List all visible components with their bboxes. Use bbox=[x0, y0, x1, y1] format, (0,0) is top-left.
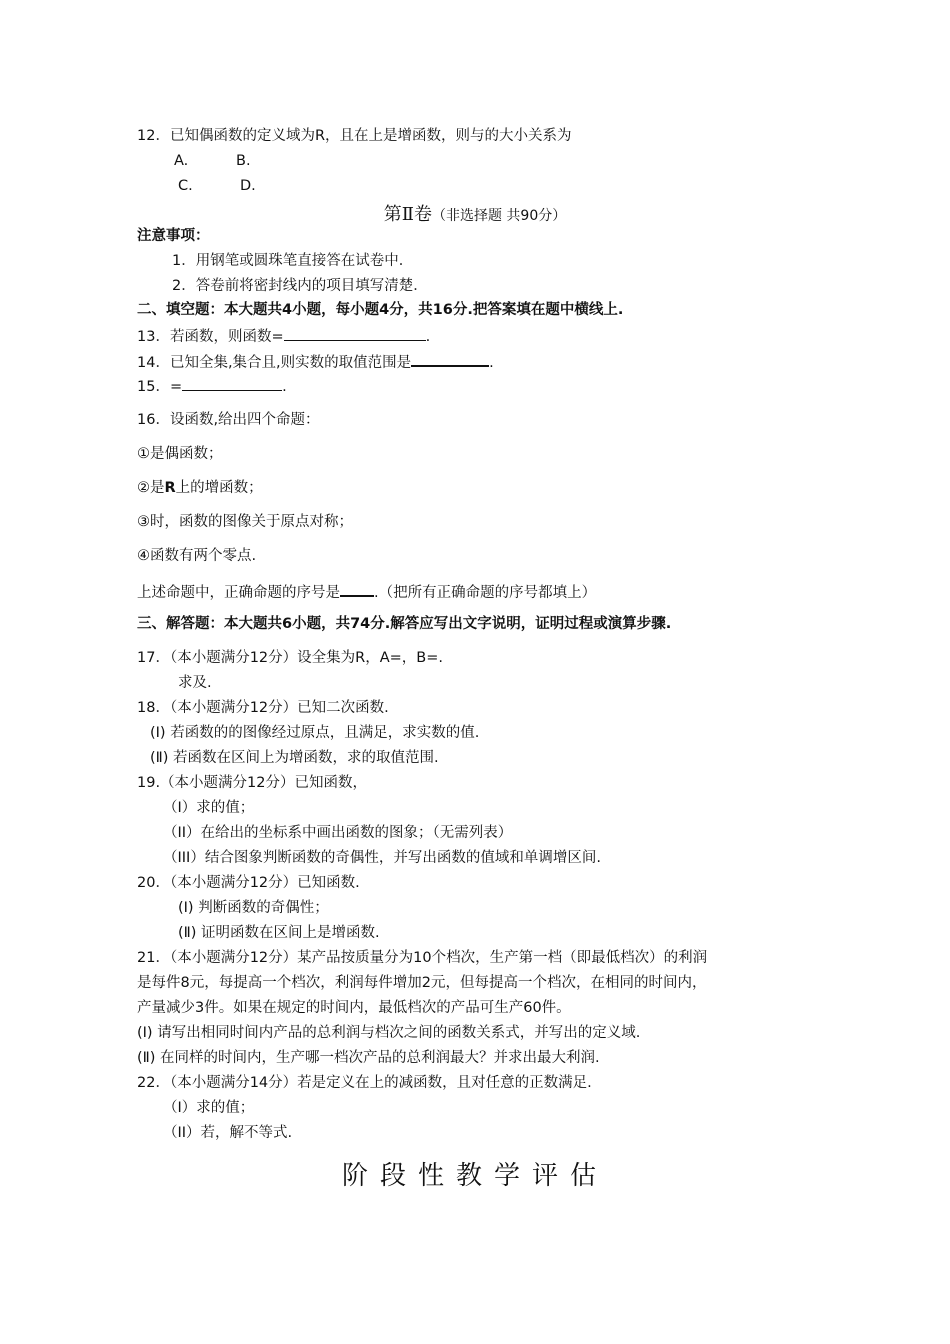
q14-end: . bbox=[489, 355, 494, 371]
q16-answer-text: 上述命题中，正确命题的序号是 bbox=[137, 585, 340, 601]
q15-answer-blank[interactable] bbox=[182, 375, 282, 391]
q16-prop-4: ④函数有两个零点. bbox=[137, 548, 257, 564]
q16-text: 16．设函数,给出四个命题： bbox=[137, 412, 320, 428]
q12-stem: 12．已知偶函数的定义域为R，且在上是增函数，则与的大小关系为 bbox=[137, 128, 572, 144]
notes-heading: 注意事项： bbox=[137, 228, 210, 244]
notes-item-2: 2．答卷前将密封线内的项目填写清楚． bbox=[172, 278, 428, 294]
q16-prop-2 bbox=[137, 478, 263, 498]
q16-prop-2-a: ②是 bbox=[137, 480, 165, 496]
notes-item-1: 1．用钢笔或圆珠笔直接答在试卷中． bbox=[172, 253, 414, 269]
q19-line-1: 19.（本小题满分12分）已知函数， bbox=[137, 775, 368, 791]
q20-line-2: (Ⅰ) 判断函数的奇偶性； bbox=[178, 900, 329, 916]
q13-text: 13．若函数，则函数= bbox=[137, 329, 284, 345]
q16-answer-line bbox=[137, 580, 596, 603]
q17-line-2: 求及. bbox=[178, 675, 212, 691]
q14 bbox=[137, 350, 494, 373]
section2-title-sub: （非选择题 共90分） bbox=[431, 208, 567, 224]
q21-line-4: (Ⅰ) 请写出相同时间内产品的总利润与档次之间的函数关系式，并写出的定义域. bbox=[137, 1025, 641, 1041]
q18-line-1: 18．（本小题满分12分）已知二次函数. bbox=[137, 700, 389, 716]
q12-option-b: B. bbox=[236, 153, 251, 169]
q21-line-2: 是每件8元，每提高一个档次，利润每件增加2元，但每提高一个档次，在相同的时间内， bbox=[137, 975, 707, 991]
q18-line-2: (Ⅰ) 若函数的的图像经过原点，且满足，求实数的值. bbox=[150, 725, 480, 741]
q19-line-2: （I）求的值； bbox=[163, 800, 255, 816]
q22-line-1: 22．（本小题满分14分）若是定义在上的减函数，且对任意的正数满足. bbox=[137, 1075, 592, 1091]
q14-answer-blank[interactable] bbox=[411, 350, 489, 367]
q12-option-d: D. bbox=[240, 178, 256, 194]
q22-line-2: （I）求的值； bbox=[163, 1100, 255, 1116]
q16-answer-blank[interactable] bbox=[340, 580, 374, 597]
q16-answer-end: .（把所有正确命题的序号都填上） bbox=[374, 585, 597, 601]
q21-line-1: 21．（本小题满分12分）某产品按质量分为10个档次，生产第一档（即最低档次）的利润 bbox=[137, 950, 708, 966]
q15 bbox=[137, 375, 287, 397]
q13-answer-blank[interactable] bbox=[284, 325, 426, 341]
solve-section-heading: 三、解答题：本大题共6小题，共74分.解答应写出文字说明，证明过程或演算步骤. bbox=[137, 616, 672, 632]
q20-line-3: (Ⅱ) 证明函数在区间上是增函数. bbox=[178, 925, 380, 941]
q22-line-3: （II）若，解不等式. bbox=[163, 1125, 293, 1141]
q13 bbox=[137, 325, 430, 347]
q19-line-3: （II）在给出的坐标系中画出函数的图象；（无需列表） bbox=[163, 825, 513, 841]
q15-end: . bbox=[282, 379, 287, 395]
q13-end: . bbox=[425, 329, 431, 345]
q12-option-a: A. bbox=[174, 153, 189, 169]
q15-text: 15．= bbox=[137, 379, 183, 395]
q16-prop-2-b: R bbox=[164, 480, 176, 496]
footer-title: 阶段性教学评估 bbox=[341, 1161, 608, 1191]
q21-line-5: (Ⅱ) 在同样的时间内，生产哪一档次产品的总利润最大？并求出最大利润. bbox=[137, 1050, 600, 1066]
q12-option-c: C. bbox=[178, 178, 193, 194]
q19-line-4: （III）结合图象判断函数的奇偶性，并写出函数的值域和单调增区间. bbox=[163, 850, 601, 866]
q17-line-1: 17．（本小题满分12分）设全集为R，A=，B=. bbox=[137, 650, 443, 666]
section2-title-main: 第Ⅱ卷 bbox=[383, 204, 432, 225]
section2-title bbox=[0, 200, 950, 226]
q21-line-3: 产量减少3件。如果在规定的时间内，最低档次的产品可生产60件。 bbox=[137, 1000, 571, 1016]
q20-line-1: 20．（本小题满分12分）已知函数. bbox=[137, 875, 360, 891]
q14-text: 14．已知全集,集合且,则实数的取值范围是 bbox=[137, 355, 412, 371]
q16-prop-2-c: 上的增函数； bbox=[175, 480, 263, 496]
q16-prop-3: ③时，函数的图像关于原点对称； bbox=[137, 514, 353, 530]
q16-prop-1: ①是偶函数； bbox=[137, 446, 223, 462]
q18-line-3: (Ⅱ) 若函数在区间上为增函数，求的取值范围. bbox=[150, 750, 439, 766]
fill-section-heading: 二、填空题：本大题共4小题，每小题4分，共16分.把答案填在题中横线上. bbox=[137, 302, 624, 318]
